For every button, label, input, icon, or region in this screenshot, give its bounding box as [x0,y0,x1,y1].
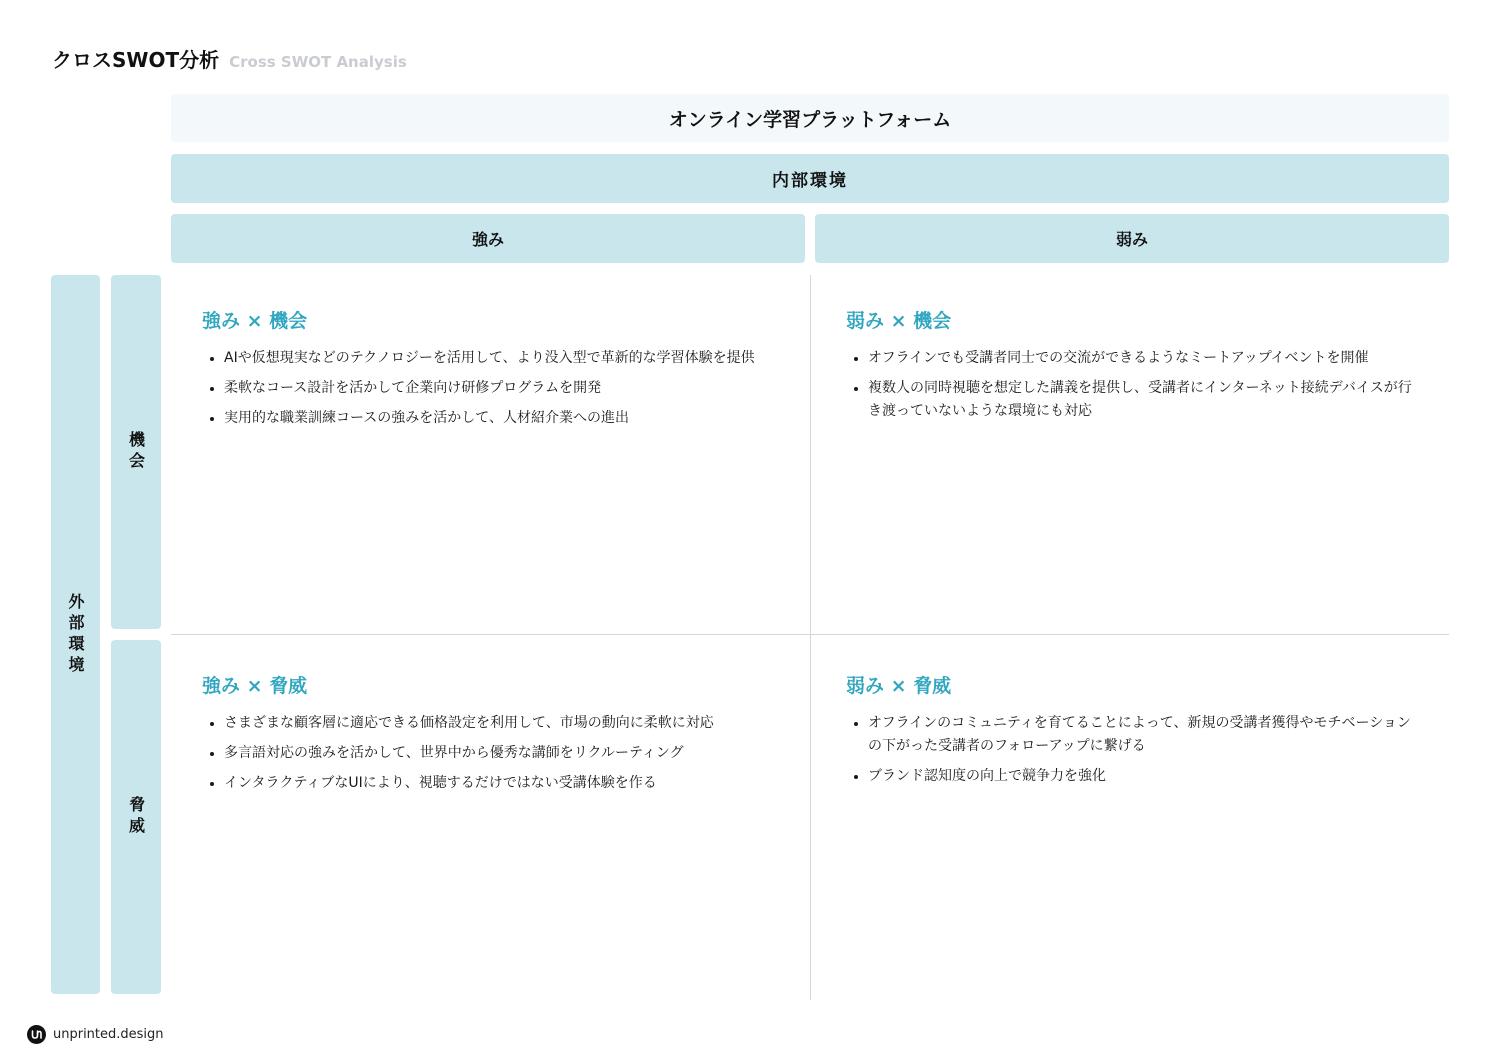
cell-title: 弱み × 機会 [846,310,952,332]
strategy-item: オフラインのコミュニティを育てることによって、新規の受講者獲得やモチベーションの下がった受講者のフォローアップに繋げる [846,712,1416,758]
strategy-item: オフラインでも受講者同士での交流ができるようなミートアップイベントを開催 [846,347,1416,370]
strength-column-header: 強み [171,214,805,263]
cell-title: 弱み × 脅威 [846,675,952,697]
unprinted-logo-icon [27,1025,46,1044]
weakness-column-header: 弱み [815,214,1449,263]
strategy-item: ブランド認知度の向上で競争力を強化 [846,765,1416,788]
strategy-item: 多言語対応の強みを活かして、世界中から優秀な講師をリクルーティング [202,742,772,765]
strategy-item: 柔軟なコース設計を活かして企業向け研修プログラムを開発 [202,377,772,400]
strategy-item: さまざまな顧客層に適応できる価格設定を利用して、市場の動向に柔軟に対応 [202,712,772,735]
threat-row-header: 脅威 [111,640,161,994]
footer-brand [27,1025,164,1044]
cell-title: 強み × 機会 [202,310,308,332]
cell-strength-threat [202,671,772,802]
strategy-list [846,347,1416,423]
page-title: クロスSWOT分析 [52,48,220,72]
cell-strength-opportunity [202,306,772,437]
strategy-item: 実用的な職業訓練コースの強みを活かして、人材紹介業への進出 [202,407,772,430]
page-subtitle: Cross SWOT Analysis [229,53,407,71]
strategy-list [846,712,1416,788]
strategy-item: 複数人の同時視聴を想定した講義を提供し、受講者にインターネット接続デバイスが行き渡っていないような環境にも対応 [846,377,1416,423]
project-name-header: オンライン学習プラットフォーム [171,94,1449,142]
cell-title: 強み × 脅威 [202,675,308,697]
strategy-item: インタラクティブなUIにより、視聴するだけではない受講体験を作る [202,772,772,795]
footer-brand-text: unprinted.design [53,1027,164,1042]
cell-weakness-threat [846,671,1416,795]
matrix-horizontal-divider [171,634,1449,635]
strategy-item: AIや仮想現実などのテクノロジーを活用して、より没入型で革新的な学習体験を提供 [202,347,772,370]
matrix-vertical-divider [810,275,811,1000]
strategy-list [202,347,772,430]
cell-weakness-opportunity [846,306,1416,430]
strategy-list [202,712,772,795]
page-header [52,44,407,73]
opportunity-row-header: 機会 [111,275,161,629]
internal-environment-header: 内部環境 [171,154,1449,203]
external-environment-header: 外部環境 [51,275,100,994]
